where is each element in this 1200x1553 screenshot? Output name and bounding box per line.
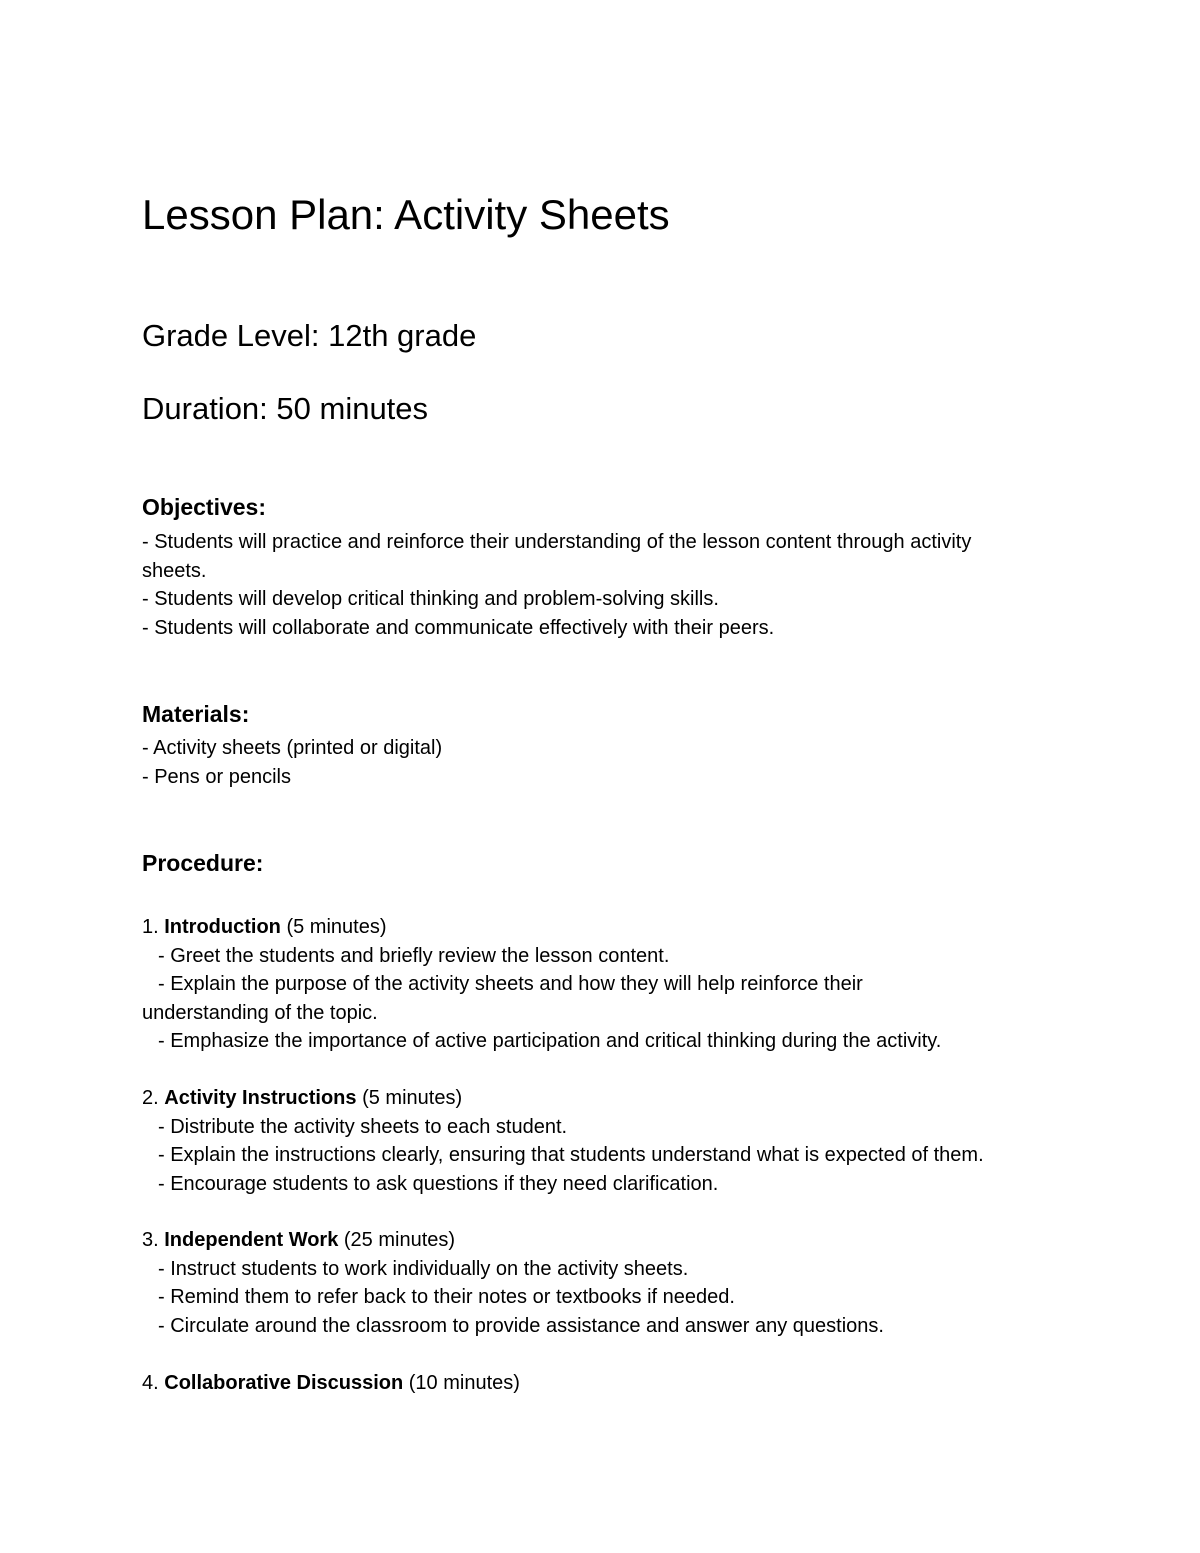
step-line: - Remind them to refer back to their notes or textbooks if needed. <box>158 1286 735 1308</box>
objective-line: - Students will develop critical thinking and problem-solving skills. <box>142 588 719 610</box>
step-name: Collaborative Discussion <box>164 1372 404 1394</box>
step-number: 3. <box>142 1229 165 1251</box>
step-line: - Circulate around the classroom to provide assistance and answer any questions. <box>158 1314 884 1337</box>
material-line: - Pens or pencils <box>142 765 291 788</box>
material-line: - Activity sheets (printed or digital) <box>142 737 443 759</box>
step-time: (25 minutes) <box>338 1229 456 1251</box>
step-name: Introduction <box>164 916 281 938</box>
step-number: 4. <box>142 1372 165 1394</box>
procedure-step-4 <box>142 1369 1062 1398</box>
step-time: (10 minutes) <box>403 1372 520 1394</box>
step-number: 1. <box>142 916 165 938</box>
procedure-step-1 <box>142 913 1062 1056</box>
step-line: - Distribute the activity sheets to each student. <box>158 1115 568 1138</box>
procedure-step-3 <box>142 1226 1062 1340</box>
step-line: - Encourage students to ask questions if they need clarification. <box>158 1172 719 1195</box>
step-time: (5 minutes) <box>280 916 387 938</box>
step-line: - Emphasize the importance of active participation and critical thinking during the activity. <box>158 1030 942 1052</box>
step-line: - Explain the instructions clearly, ensuring that students understand what is expected of them. <box>158 1144 984 1166</box>
objectives-list <box>142 528 1062 642</box>
step-line: - Instruct students to work individually on the activity sheets. <box>158 1257 689 1280</box>
objective-line: sheets. <box>142 559 207 582</box>
step-header <box>142 1369 1062 1398</box>
objective-line: - Students will practice and reinforce their understanding of the lesson content through activity <box>142 531 972 553</box>
step-number: 2. <box>142 1087 165 1109</box>
materials-list <box>142 734 1062 791</box>
step-line: understanding of the topic. <box>142 1001 378 1024</box>
step-name: Activity Instructions <box>164 1087 357 1109</box>
step-header <box>142 913 1062 942</box>
objective-line: - Students will collaborate and communicate effectively with their peers. <box>142 616 775 639</box>
step-header <box>142 1084 1062 1113</box>
step-line: - Greet the students and briefly review the lesson content. <box>158 944 670 967</box>
step-time: (5 minutes) <box>356 1087 463 1109</box>
procedure-step-2 <box>142 1084 1062 1198</box>
objectives-heading: Objectives: <box>142 494 266 520</box>
materials-heading: Materials: <box>142 701 250 727</box>
grade-level: Grade Level: 12th grade <box>142 318 477 353</box>
page-title: Lesson Plan: Activity Sheets <box>142 191 670 238</box>
step-name: Independent Work <box>164 1229 339 1251</box>
step-line: - Explain the purpose of the activity sheets and how they will help reinforce their <box>158 973 863 995</box>
step-header <box>142 1226 1062 1255</box>
duration: Duration: 50 minutes <box>142 391 429 426</box>
procedure-heading: Procedure: <box>142 850 264 876</box>
